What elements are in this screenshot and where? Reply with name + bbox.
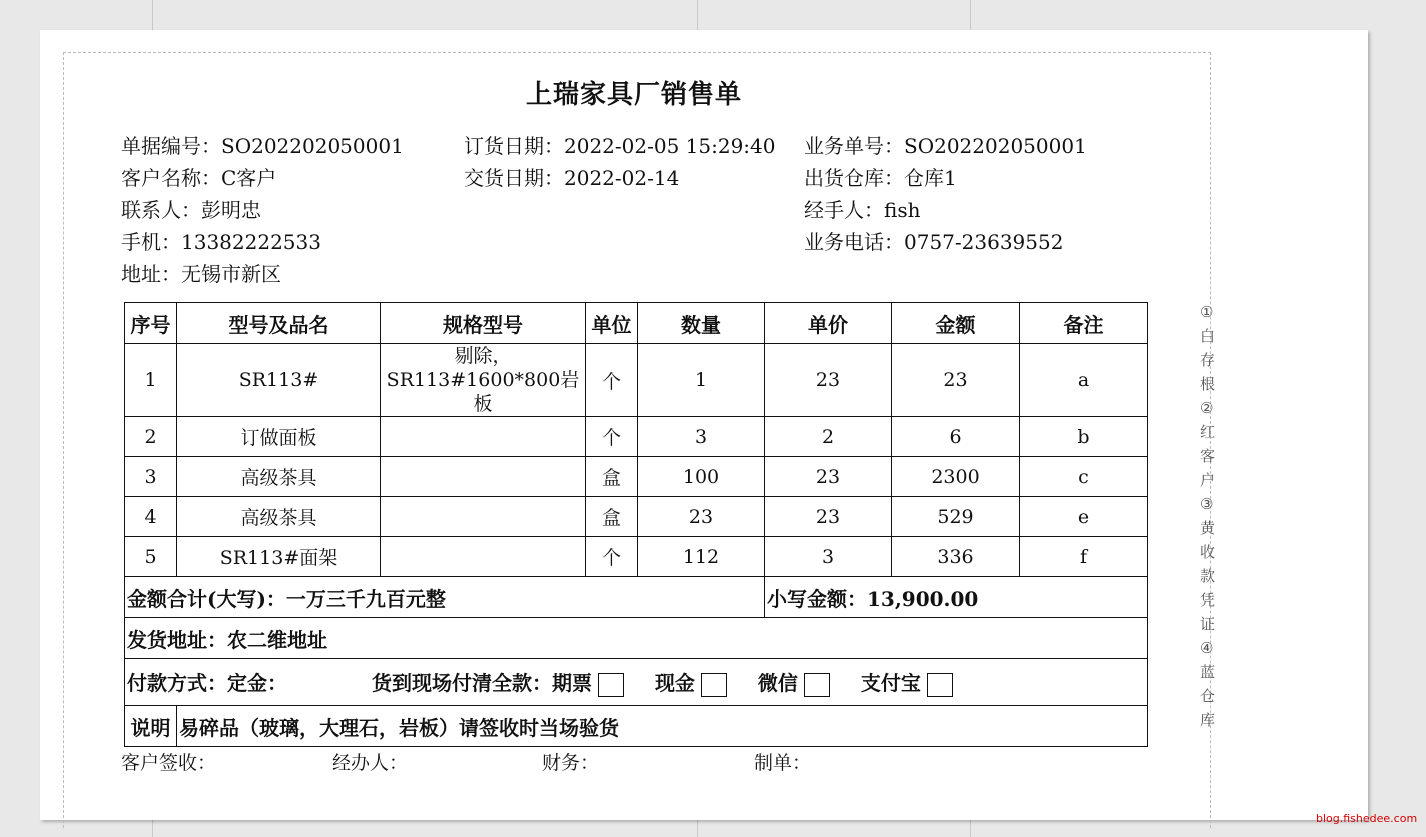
field-value: 2022-02-05 15:29:40 — [564, 134, 776, 158]
cell-price: 3 — [765, 537, 892, 577]
cell-amount: 336 — [892, 537, 1020, 577]
cell-no: 5 — [125, 537, 177, 577]
table-header-row — [125, 303, 1148, 344]
field-doc-no — [121, 130, 404, 159]
field-value: 仓库1 — [904, 166, 957, 190]
cell-unit: 盒 — [586, 497, 638, 537]
total-row — [125, 577, 1148, 618]
payment-alipay: 支付宝 — [860, 671, 921, 696]
signature-label: 财务 ： — [542, 752, 599, 774]
payment-cell — [125, 659, 1148, 706]
field-label: 客户名称 ： — [121, 166, 221, 190]
cell-amount: 23 — [892, 344, 1020, 417]
wechat-checkbox[interactable] — [804, 673, 830, 697]
note-row — [125, 706, 1148, 747]
signature-label: 经办人 ： — [332, 752, 408, 774]
column-header: 规格型号 — [381, 303, 586, 344]
margin-glyph: ② — [1200, 399, 1214, 417]
table-row — [125, 417, 1148, 457]
field-label: 出货仓库 ： — [804, 166, 904, 190]
cell-qty: 100 — [638, 457, 765, 497]
table-row — [125, 537, 1148, 577]
note-text: 易碎品（玻璃，大理石，岩板）请签收时当场验货 — [177, 706, 1148, 747]
cell-price: 23 — [765, 457, 892, 497]
field-handler — [804, 194, 920, 223]
cell-price: 2 — [765, 417, 892, 457]
cell-amount: 6 — [892, 417, 1020, 457]
cell-remark: b — [1020, 417, 1148, 457]
payment-label: 付款方式：定金： — [127, 671, 287, 696]
cell-name: 高级茶具 — [177, 497, 381, 537]
field-label: 订货日期 ： — [464, 134, 564, 158]
cell-qty: 1 — [638, 344, 765, 417]
total-upper: 金额合计(大写)：一万三千九百元整 — [125, 577, 765, 618]
margin-glyph: 存 — [1200, 351, 1216, 369]
field-address — [121, 258, 281, 287]
column-header: 序号 — [125, 303, 177, 344]
field-mobile — [121, 226, 321, 255]
field-delivery-date — [464, 162, 679, 191]
cell-spec — [381, 537, 586, 577]
margin-glyph: ① — [1200, 303, 1214, 321]
field-contact — [121, 194, 261, 223]
cell-qty: 23 — [638, 497, 765, 537]
cell-name: 高级茶具 — [177, 457, 381, 497]
cell-unit: 个 — [586, 344, 638, 417]
field-label: 业务单号 ： — [804, 134, 904, 158]
column-header: 单位 — [586, 303, 638, 344]
cell-amount: 2300 — [892, 457, 1020, 497]
field-label: 联系人 ： — [121, 198, 201, 222]
field-value: fish — [884, 198, 921, 222]
payment-row — [125, 659, 1148, 706]
watermark: blog.fishedee.com — [1316, 812, 1418, 825]
cell-name: SR113# — [177, 344, 381, 417]
cell-amount: 529 — [892, 497, 1020, 537]
table-row — [125, 457, 1148, 497]
cell-price: 23 — [765, 497, 892, 537]
margin-glyph: ③ — [1200, 495, 1214, 513]
signature-finance — [542, 748, 599, 775]
margin-glyph: 户 — [1200, 471, 1216, 489]
alipay-checkbox[interactable] — [927, 673, 953, 697]
column-header: 金额 — [892, 303, 1020, 344]
field-label: 交货日期 ： — [464, 166, 564, 190]
signature-label: 制单 ： — [754, 752, 811, 774]
cell-no: 4 — [125, 497, 177, 537]
cell-remark: f — [1020, 537, 1148, 577]
cell-no: 2 — [125, 417, 177, 457]
margin-glyph: 蓝 — [1200, 663, 1216, 681]
margin-glyph: 根 — [1200, 375, 1216, 393]
cell-spec — [381, 417, 586, 457]
field-value: 彭明忠 — [201, 198, 261, 222]
margin-glyph: 库 — [1200, 711, 1216, 729]
cell-no: 3 — [125, 457, 177, 497]
promissory-checkbox[interactable] — [598, 673, 624, 697]
ship-address: 发货地址：农二维地址 — [125, 618, 1148, 659]
margin-glyph: 款 — [1200, 567, 1216, 585]
cell-spec — [381, 457, 586, 497]
cell-remark: e — [1020, 497, 1148, 537]
signature-label: 客户签收 ： — [121, 752, 216, 774]
field-value: SO202202050001 — [904, 134, 1087, 158]
cell-qty: 112 — [638, 537, 765, 577]
signature-maker — [754, 748, 811, 775]
field-value: 0757-23639552 — [904, 230, 1064, 254]
field-customer — [121, 162, 276, 191]
margin-glyph: 仓 — [1200, 687, 1216, 705]
field-value: 2022-02-14 — [564, 166, 680, 190]
margin-glyph: 黄 — [1200, 519, 1216, 537]
ship-address-row — [125, 618, 1148, 659]
field-biz-phone — [804, 226, 1063, 255]
cell-unit: 个 — [586, 537, 638, 577]
cell-qty: 3 — [638, 417, 765, 457]
cell-no: 1 — [125, 344, 177, 417]
payment-balance: 货到现场付清全款：期票 — [371, 671, 592, 696]
margin-glyph: 客 — [1200, 447, 1216, 465]
column-header: 备注 — [1020, 303, 1148, 344]
margin-glyph: 凭 — [1200, 591, 1216, 609]
note-label: 说明 — [125, 706, 177, 747]
table-row — [125, 344, 1148, 417]
margin-glyph: 收 — [1200, 543, 1216, 561]
field-value: C客户 — [221, 166, 277, 190]
field-order-date — [464, 130, 776, 159]
field-label: 单据编号 ： — [121, 134, 221, 158]
cell-remark: c — [1020, 457, 1148, 497]
spec-line: 剔除， — [454, 345, 512, 367]
field-label: 经手人 ： — [804, 198, 884, 222]
cell-remark: a — [1020, 344, 1148, 417]
cell-spec — [381, 497, 586, 537]
table-row — [125, 497, 1148, 537]
column-header: 型号及品名 — [177, 303, 381, 344]
order-table — [124, 302, 1148, 747]
document-title: 上瑞家具厂销售单 — [525, 80, 742, 110]
cell-unit: 盒 — [586, 457, 638, 497]
field-value: 13382222533 — [181, 230, 321, 254]
field-value: 无锡市新区 — [181, 262, 281, 286]
cell-price: 23 — [765, 344, 892, 417]
cell-name: SR113#面架 — [177, 537, 381, 577]
total-lower: 小写金额：13,900.00 — [765, 577, 1148, 618]
cell-unit: 个 — [586, 417, 638, 457]
signature-agent — [332, 748, 408, 775]
payment-wechat: 微信 — [757, 671, 798, 696]
spec-line: SR113#1600*800岩板 — [386, 369, 580, 415]
cash-checkbox[interactable] — [701, 673, 727, 697]
field-label: 业务电话 ： — [804, 230, 904, 254]
margin-glyph: 白 — [1200, 327, 1216, 345]
column-header: 数量 — [638, 303, 765, 344]
field-label: 地址 ： — [121, 262, 181, 286]
margin-glyph: 证 — [1200, 615, 1216, 633]
payment-cash: 现金 — [654, 671, 695, 696]
field-value: SO202202050001 — [221, 134, 404, 158]
field-label: 手机 ： — [121, 230, 181, 254]
cell-spec — [381, 344, 586, 417]
copy-distribution-note — [1200, 300, 1214, 732]
column-header: 单价 — [765, 303, 892, 344]
margin-glyph: ④ — [1200, 639, 1214, 657]
cell-name: 订做面板 — [177, 417, 381, 457]
field-warehouse — [804, 162, 957, 191]
field-biz-no — [804, 130, 1087, 159]
signature-customer — [121, 748, 216, 775]
margin-glyph: 红 — [1200, 423, 1216, 441]
